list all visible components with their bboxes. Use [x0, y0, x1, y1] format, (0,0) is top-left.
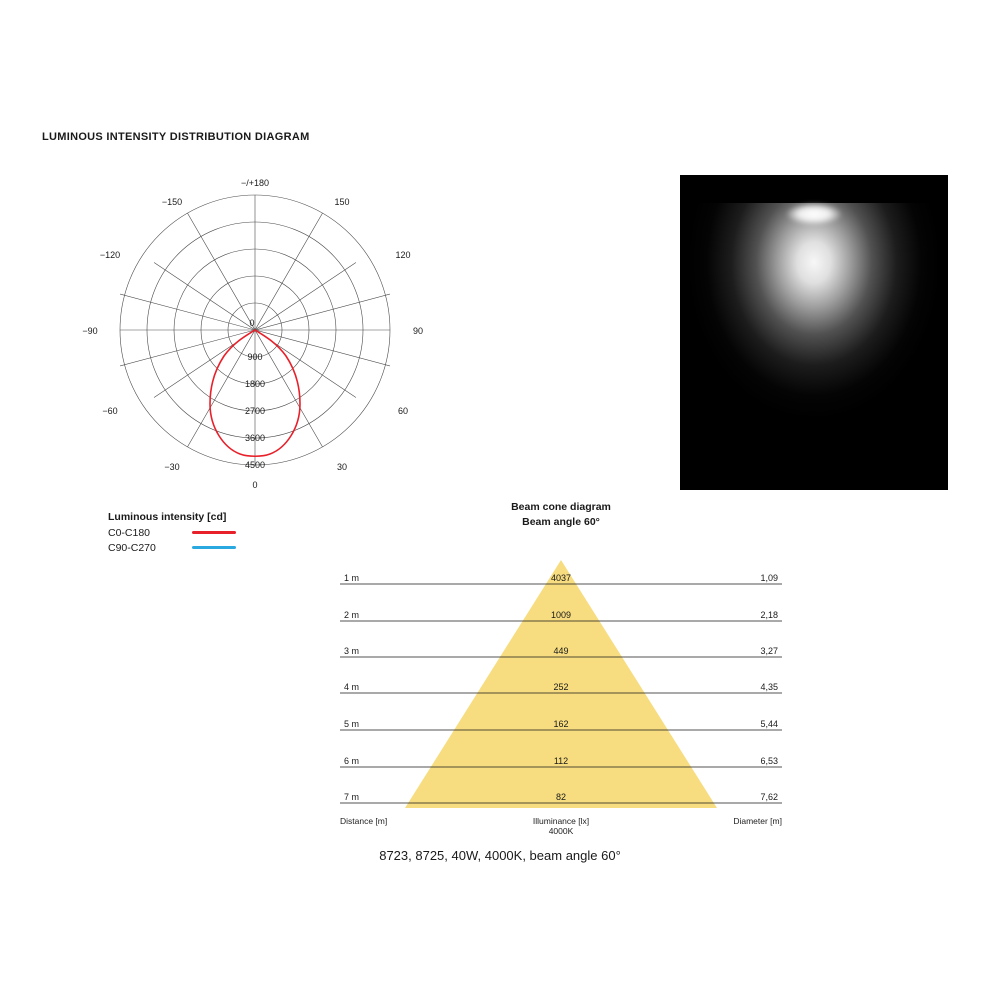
beam-row-distance: 1 m	[344, 573, 360, 583]
legend-item-c0-c180	[108, 526, 236, 541]
legend-label-c90-c270: C90-C270	[108, 542, 156, 554]
beam-row-illuminance: 449	[553, 646, 569, 656]
beam-cone-svg	[340, 560, 782, 830]
legend-swatch-c0-c180	[192, 531, 236, 534]
beam-header-illuminance-cct: 4000K	[548, 826, 574, 836]
figure-caption: 8723, 8725, 40W, 4000K, beam angle 60°	[379, 848, 621, 863]
polar-legend	[108, 510, 236, 556]
page-title: LUMINOUS INTENSITY DISTRIBUTION DIAGRAM	[42, 131, 310, 143]
beam-row-distance: 2 m	[344, 610, 360, 620]
beam-header-illuminance: Illuminance [lx]	[532, 816, 590, 826]
beam-cone-title	[340, 500, 782, 530]
polar-diagram	[60, 160, 480, 510]
beam-row-illuminance: 162	[553, 719, 569, 729]
legend-swatch-c90-c270	[192, 546, 236, 549]
polar-radial-1800: 1800	[244, 379, 266, 389]
beam-row-illuminance: 4037	[550, 573, 572, 583]
legend-label-c0-c180: C0-C180	[108, 527, 151, 539]
polar-diagram-svg	[60, 160, 480, 510]
polar-label-120: 120	[395, 250, 411, 260]
beam-row-illuminance: 112	[553, 756, 569, 766]
polar-label-minus120: −120	[99, 250, 121, 260]
beam-row-illuminance: 82	[555, 792, 567, 802]
polar-label-minus90: −90	[82, 326, 98, 336]
beam-cone-diagram	[340, 560, 782, 830]
beam-row-diameter: 4,35	[760, 682, 778, 692]
beam-row-diameter: 1,09	[760, 573, 778, 583]
polar-radial-2700: 2700	[244, 406, 266, 416]
beam-row-diameter: 6,53	[760, 756, 778, 766]
polar-radial-4500: 4500	[244, 460, 266, 470]
polar-label-minus60: −60	[102, 406, 118, 416]
beam-row-diameter: 3,27	[760, 646, 778, 656]
beam-row-distance: 5 m	[344, 719, 360, 729]
beam-header-distance: Distance [m]	[340, 816, 388, 826]
beam-glow	[680, 203, 948, 490]
beam-header-diameter: Diameter [m]	[733, 816, 782, 826]
polar-label-0-bottom: 0	[252, 480, 258, 490]
luminaire-beam-photo	[680, 175, 948, 490]
polar-label-90: 90	[412, 326, 424, 336]
legend-title: Luminous intensity [cd]	[108, 511, 227, 523]
polar-label-150: 150	[334, 197, 350, 207]
polar-radial-3600: 3600	[244, 433, 266, 443]
polar-label-60: 60	[397, 406, 409, 416]
beam-cone-column-headers	[340, 816, 782, 842]
beam-row-illuminance: 252	[553, 682, 569, 692]
polar-label-minus150: −150	[161, 197, 183, 207]
beam-row-distance: 3 m	[344, 646, 360, 656]
beam-row-diameter: 7,62	[760, 792, 778, 802]
beam-cone-title-line2: Beam angle 60°	[522, 516, 600, 528]
beam-row-diameter: 2,18	[760, 610, 778, 620]
polar-label-center: 0	[249, 318, 255, 328]
polar-label-30: 30	[336, 462, 348, 472]
legend-item-c90-c270	[108, 541, 236, 556]
beam-cone-title-line1: Beam cone diagram	[511, 501, 611, 513]
polar-label-minus30: −30	[164, 462, 180, 472]
beam-row-diameter: 5,44	[760, 719, 778, 729]
polar-label-180: −/+180	[240, 178, 270, 188]
beam-hotspot	[776, 199, 852, 229]
beam-row-illuminance: 1009	[550, 610, 572, 620]
polar-radial-900: 900	[247, 352, 263, 362]
beam-row-distance: 6 m	[344, 756, 360, 766]
beam-row-distance: 7 m	[344, 792, 360, 802]
beam-row-distance: 4 m	[344, 682, 360, 692]
